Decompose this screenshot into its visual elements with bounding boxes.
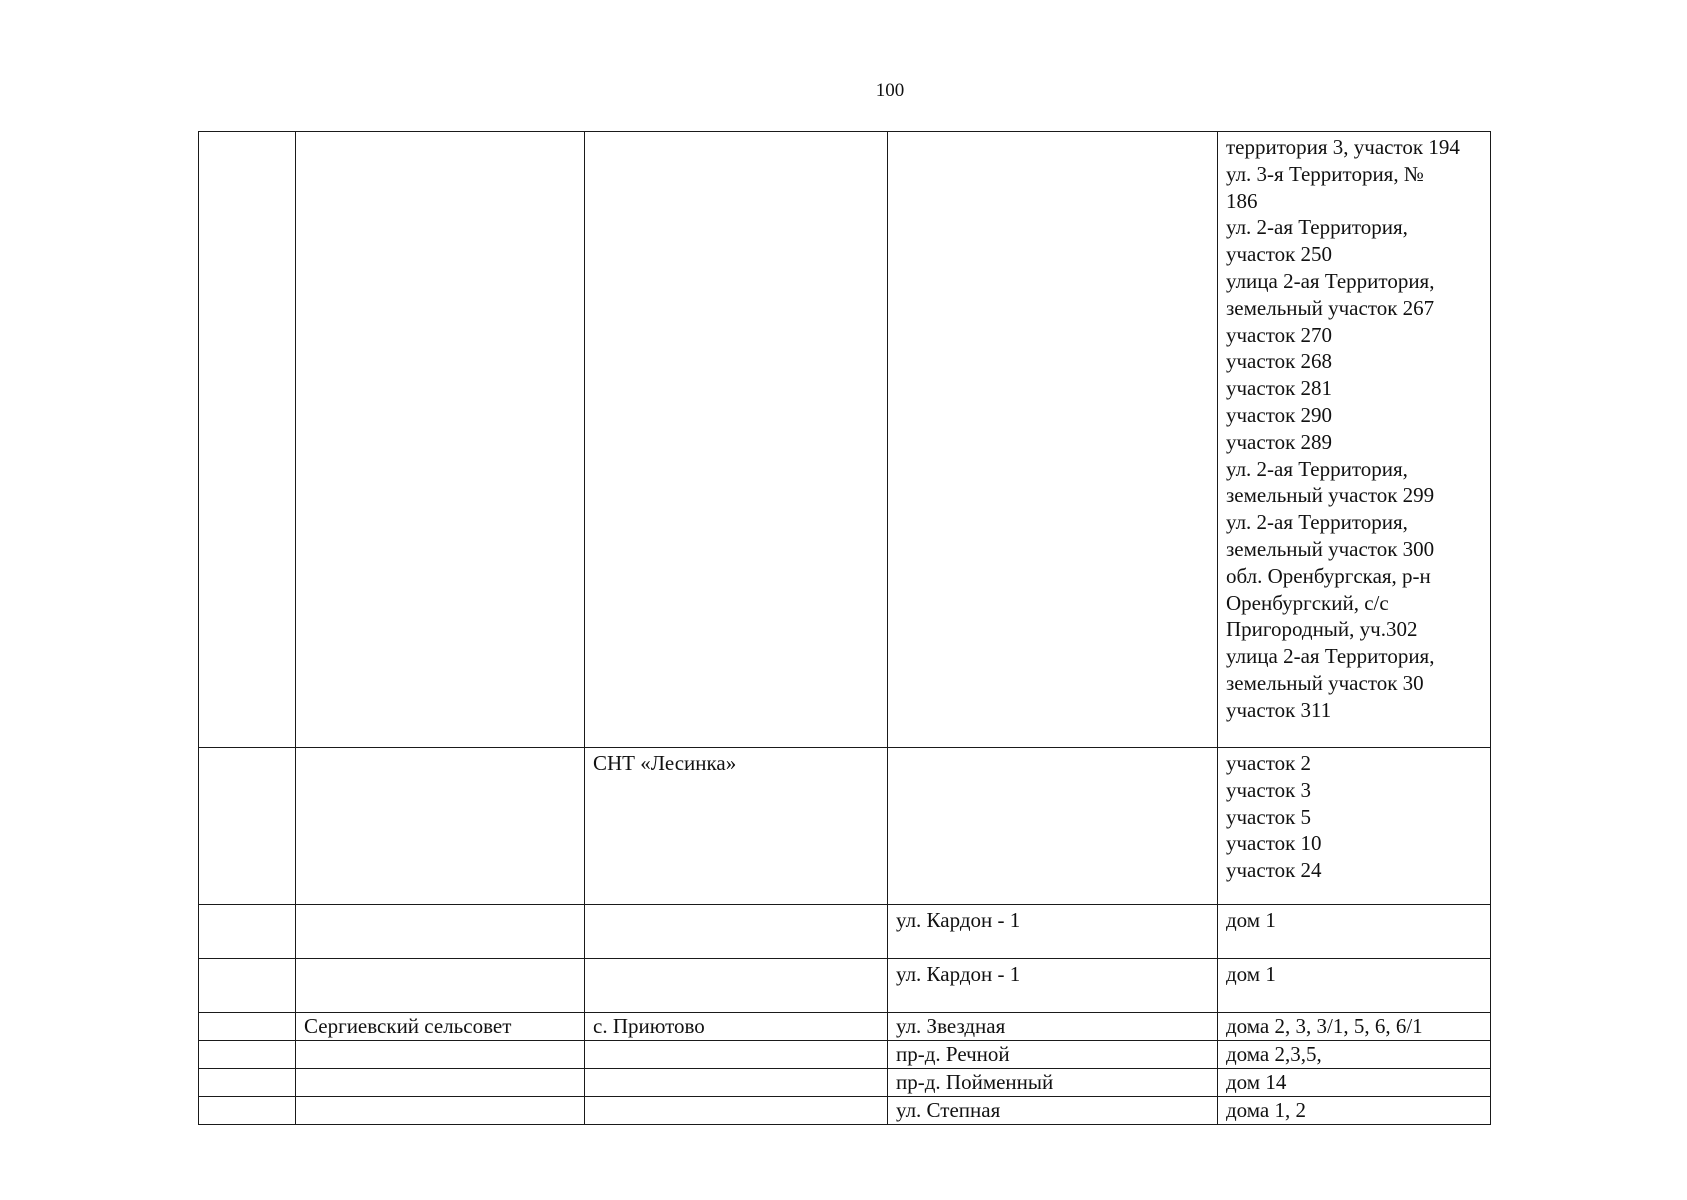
list-item: дома 2,3,5, <box>1226 1042 1322 1066</box>
list-item: участок 5 <box>1226 804 1312 829</box>
table-cell-settlement <box>585 905 888 959</box>
list-item: участок 10 <box>1226 831 1322 856</box>
table-row <box>199 1097 1491 1125</box>
table-cell-street: ул. Степная <box>888 1097 1218 1125</box>
list-item: дома 2, 3, 3/1, 5, 6, 6/1 <box>1226 1014 1423 1038</box>
houses-list <box>1226 961 1484 988</box>
table-cell-houses <box>1218 1097 1491 1125</box>
list-item: 186 <box>1226 188 1258 213</box>
page-number: 100 <box>875 80 905 101</box>
list-item: территория 3, участок 194 <box>1226 135 1460 159</box>
list-item: участок 2 <box>1226 751 1312 775</box>
table-row <box>199 1041 1491 1069</box>
table-cell-settlement <box>585 132 888 748</box>
list-item: Пригородный, уч.302 <box>1226 617 1418 642</box>
houses-list <box>1226 1042 1484 1066</box>
list-item: ул. 2-ая Территория, <box>1226 510 1408 535</box>
list-item: дом 14 <box>1226 1070 1287 1094</box>
table-cell-settlement: с. Приютово <box>585 1013 888 1041</box>
houses-list <box>1226 750 1484 884</box>
list-item: Оренбургский, с/с <box>1226 590 1389 615</box>
table-row <box>199 132 1491 748</box>
list-item: участок 270 <box>1226 322 1333 347</box>
table-cell-municipality <box>296 959 585 1013</box>
table-cell-houses <box>1218 748 1491 905</box>
list-item: земельный участок 267 <box>1226 295 1435 320</box>
list-item: участок 281 <box>1226 376 1333 401</box>
list-item: земельный участок 299 <box>1226 483 1435 508</box>
table-cell-number <box>199 132 296 748</box>
list-item: участок 3 <box>1226 777 1312 802</box>
list-item: участок 290 <box>1226 402 1333 427</box>
table-cell-number <box>199 1097 296 1125</box>
table-cell-number <box>199 1069 296 1097</box>
houses-list <box>1226 134 1484 724</box>
houses-list <box>1226 1014 1484 1038</box>
list-item: дом 1 <box>1226 962 1276 986</box>
table-cell-street: пр-д. Пойменный <box>888 1069 1218 1097</box>
table-cell-municipality <box>296 1097 585 1125</box>
table-cell-houses <box>1218 1013 1491 1041</box>
list-item: дома 1, 2 <box>1226 1098 1307 1122</box>
table-cell-number <box>199 1013 296 1041</box>
table-cell-street <box>888 132 1218 748</box>
houses-list <box>1226 1098 1484 1122</box>
list-item: земельный участок 300 <box>1226 536 1435 561</box>
table-cell-municipality <box>296 1041 585 1069</box>
table-cell-municipality <box>296 905 585 959</box>
table-cell-number <box>199 905 296 959</box>
table-row <box>199 959 1491 1013</box>
table-cell-settlement <box>585 1069 888 1097</box>
table-cell-street: ул. Звездная <box>888 1013 1218 1041</box>
list-item: участок 268 <box>1226 349 1333 374</box>
table-cell-street: ул. Кардон - 1 <box>888 905 1218 959</box>
list-item: участок 289 <box>1226 429 1333 454</box>
table-cell-houses <box>1218 959 1491 1013</box>
table-cell-municipality <box>296 1069 585 1097</box>
table-cell-houses <box>1218 905 1491 959</box>
list-item: ул. 2-ая Территория, <box>1226 456 1408 481</box>
list-item: дом 1 <box>1226 908 1276 932</box>
table-cell-municipality <box>296 748 585 905</box>
table-cell-settlement <box>585 1097 888 1125</box>
table-cell-street <box>888 748 1218 905</box>
table-cell-number <box>199 1041 296 1069</box>
table-cell-number <box>199 748 296 905</box>
list-item: улица 2-ая Территория, <box>1226 268 1435 293</box>
table-cell-settlement: СНТ «Лесинка» <box>585 748 888 905</box>
addresses-table <box>198 131 1491 1125</box>
table-row <box>199 1069 1491 1097</box>
houses-list <box>1226 1070 1484 1094</box>
list-item: обл. Оренбургская, р-н <box>1226 563 1431 588</box>
list-item: участок 311 <box>1226 697 1332 722</box>
table-row <box>199 905 1491 959</box>
table-cell-houses <box>1218 1041 1491 1069</box>
list-item: земельный участок 30 <box>1226 670 1424 695</box>
list-item: участок 24 <box>1226 858 1322 883</box>
list-item: ул. 2-ая Территория, <box>1226 215 1408 240</box>
table-cell-municipality <box>296 132 585 748</box>
table-row <box>199 748 1491 905</box>
table-cell-houses <box>1218 1069 1491 1097</box>
houses-list <box>1226 907 1484 934</box>
list-item: улица 2-ая Территория, <box>1226 644 1435 669</box>
table-cell-settlement <box>585 1041 888 1069</box>
table-cell-settlement <box>585 959 888 1013</box>
list-item: участок 250 <box>1226 242 1333 267</box>
table-row <box>199 1013 1491 1041</box>
table-cell-municipality: Сергиевский сельсовет <box>296 1013 585 1041</box>
table-cell-street: ул. Кардон - 1 <box>888 959 1218 1013</box>
table-cell-street: пр-д. Речной <box>888 1041 1218 1069</box>
table-cell-houses <box>1218 132 1491 748</box>
table-cell-number <box>199 959 296 1013</box>
list-item: ул. 3-я Территория, № <box>1226 161 1424 186</box>
